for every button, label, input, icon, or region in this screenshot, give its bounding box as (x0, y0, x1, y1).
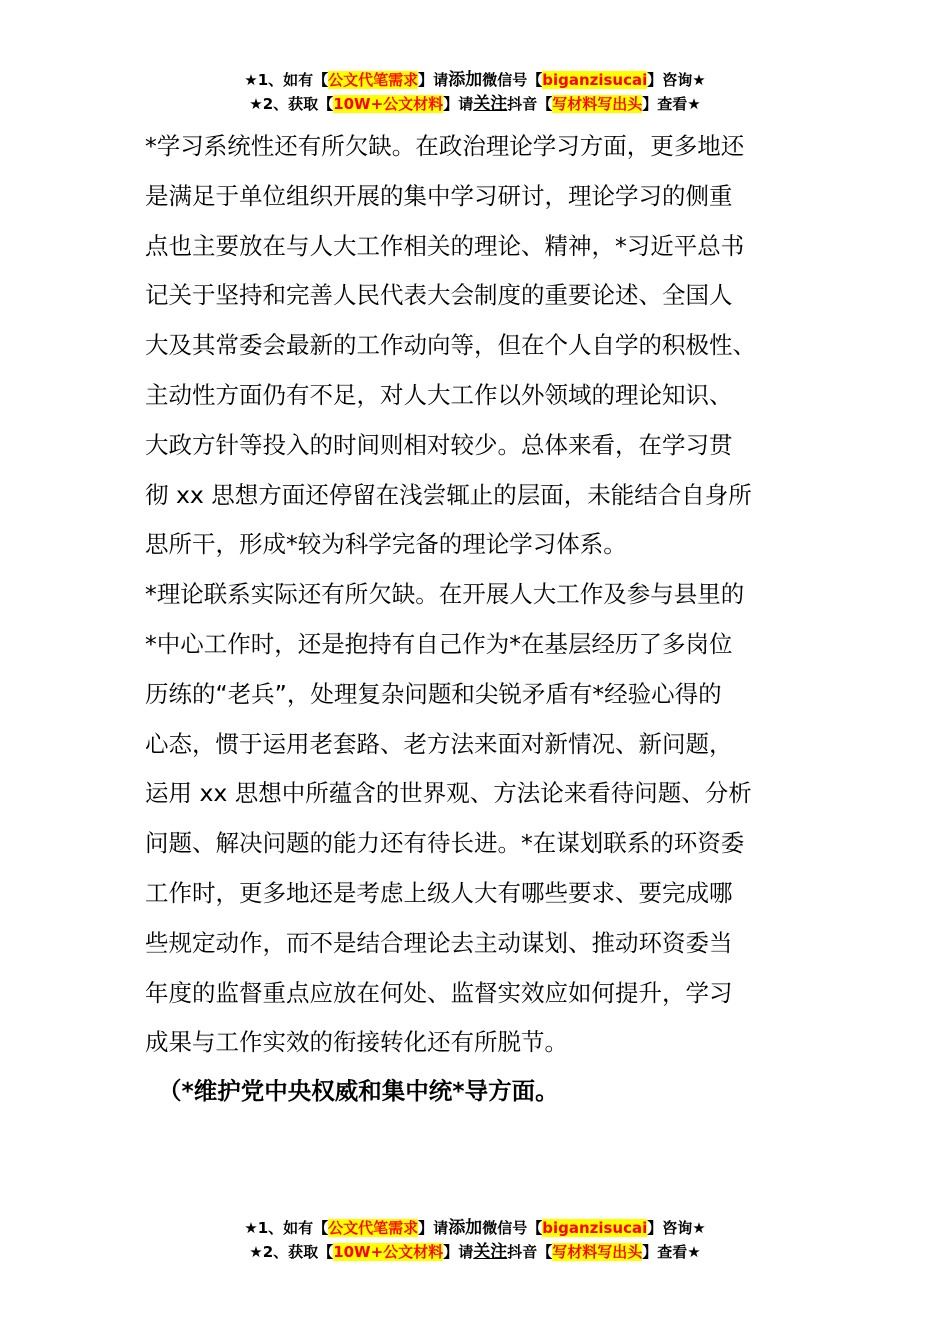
banner-text: 】请 (443, 1243, 474, 1261)
highlight-douyin-account: 写材料写出头 (552, 95, 643, 113)
top-banner (0, 68, 950, 116)
paragraph-line: 大政方针等投入的时间则相对较少。总体来看，在学习贯 (145, 430, 733, 459)
banner-prefix: ★2、获取【 (249, 1243, 334, 1261)
paragraph-line: 记关于坚持和完善人民代表大会制度的重要论述、全国人 (145, 281, 733, 310)
emphasis-text: 添加 (448, 1218, 483, 1238)
section-heading: （*维护党中央权威和集中统*导方面。 (158, 1077, 559, 1105)
highlight-douyin-account: 写材料写出头 (552, 1243, 643, 1261)
banner-suffix: 】查看★ (642, 95, 701, 113)
paragraph-line: 心态，惯于运用老套路、老方法来面对新情况、新问题， (145, 729, 733, 758)
banner-line-1 (0, 1216, 950, 1240)
banner-line-1 (0, 68, 950, 92)
paragraph-line: 历练的“老兵”，处理复杂问题和尖锐矛盾有*经验心得的 (145, 679, 722, 708)
paragraph-line: 大及其常委会最新的工作动向等，但在个人自学的积极性、 (145, 331, 756, 360)
banner-text: 抖音【 (507, 95, 553, 113)
paragraph-line: 些规定动作，而不是结合理论去主动谋划、推动环资委当 (145, 928, 733, 957)
paragraph-line: 问题、解决问题的能力还有待长进。*在谋划联系的环资委 (145, 829, 745, 858)
emphasis-text: 添加 (448, 70, 483, 90)
paragraph-line: 工作时，更多地还是考虑上级人大有哪些要求、要完成哪 (145, 878, 733, 907)
paragraph-line: 运用 xx 思想中所蕴含的世界观、方法论来看待问题、分析 (145, 779, 752, 808)
banner-suffix: 】查看★ (642, 1243, 701, 1261)
banner-prefix: ★1、如有【 (244, 71, 329, 89)
paragraph-line: 彻 xx 思想方面还停留在浅尝辄止的层面，未能结合自身所 (145, 480, 752, 509)
paragraph-line: *学习系统性还有所欠缺。在政治理论学习方面，更多地还 (145, 132, 745, 160)
banner-line-2 (0, 92, 950, 116)
banner-text: 微信号【 (482, 71, 543, 89)
emphasis-text: 关注 (473, 1242, 508, 1262)
bottom-banner (0, 1216, 950, 1264)
paragraph-line: *中心工作时，还是抱持有自己作为*在基层经历了多岗位 (145, 629, 733, 658)
banner-text: 微信号【 (482, 1219, 543, 1237)
highlight-wechat-id: biganzisucai (542, 1219, 648, 1237)
document-body (145, 122, 805, 1068)
banner-text: 】请 (443, 95, 474, 113)
banner-suffix: 】咨询★ (647, 71, 706, 89)
banner-line-2 (0, 1240, 950, 1264)
banner-prefix: ★1、如有【 (244, 1219, 329, 1237)
banner-text: 】请 (418, 1219, 449, 1237)
highlight-materials: 10W+公文材料 (333, 95, 444, 113)
banner-suffix: 】咨询★ (647, 1219, 706, 1237)
paragraph-line: *理论联系实际还有所欠缺。在开展人大工作及参与县里的 (145, 580, 745, 609)
highlight-service: 公文代笔需求 (328, 1219, 419, 1237)
paragraph-line: 主动性方面仍有不足，对人大工作以外领域的理论知识、 (145, 380, 733, 409)
emphasis-text: 关注 (473, 94, 508, 114)
highlight-service: 公文代笔需求 (328, 71, 419, 89)
paragraph-line: 思所干，形成*较为科学完备的理论学习体系。 (145, 530, 627, 559)
banner-prefix: ★2、获取【 (249, 95, 334, 113)
banner-text: 抖音【 (507, 1243, 553, 1261)
highlight-materials: 10W+公文材料 (333, 1243, 444, 1261)
banner-text: 】请 (418, 71, 449, 89)
paragraph-line: 年度的监督重点应放在何处、监督实效应如何提升，学习 (145, 978, 733, 1007)
paragraph-line: 是满足于单位组织开展的集中学习研讨，理论学习的侧重 (145, 181, 733, 210)
highlight-wechat-id: biganzisucai (542, 71, 648, 89)
paragraph-line: 点也主要放在与人大工作相关的理论、精神，*习近平总书 (145, 231, 745, 260)
paragraph-line: 成果与工作实效的衔接转化还有所脱节。 (145, 1028, 568, 1057)
